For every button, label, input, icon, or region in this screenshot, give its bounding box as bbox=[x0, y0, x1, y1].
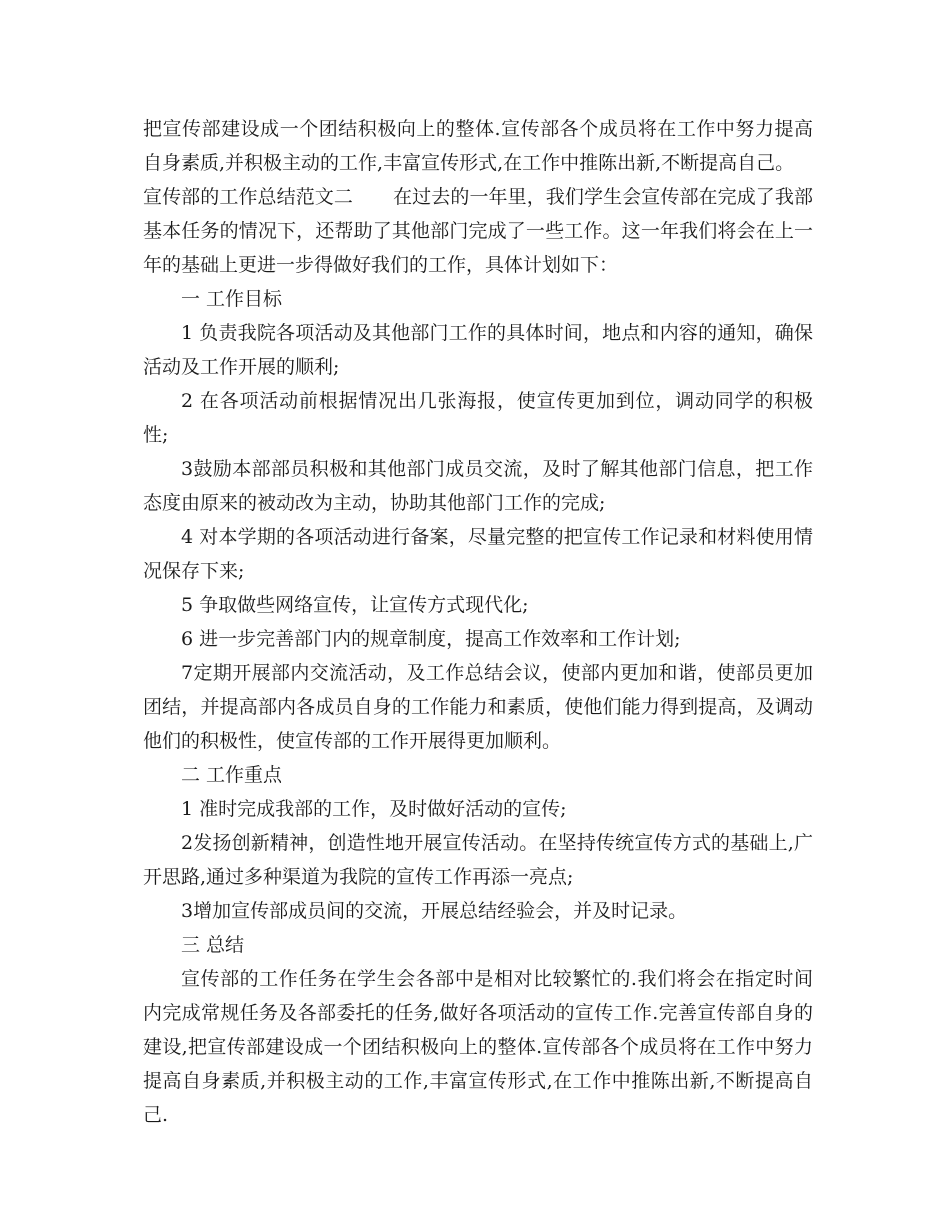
goal-item-3: 3鼓励本部部员积极和其他部门成员交流，及时了解其他部门信息，把工作态度由原来的被动改为主动，协助其他部门工作的完成; bbox=[143, 458, 813, 514]
heading-work-focus: 二 工作重点 bbox=[181, 764, 283, 786]
focus-item-3: 3增加宣传部成员间的交流，开展总结经验会，并及时记录。 bbox=[181, 900, 688, 922]
section-title: 宣传部的工作总结范文二 bbox=[143, 186, 353, 208]
paragraph-intro bbox=[143, 180, 813, 282]
goal-item-5: 5 争取做些网络宣传，让宣传方式现代化; bbox=[181, 594, 529, 616]
focus-item-2: 2发扬创新精神，创造性地开展宣传活动。在坚持传统宣传方式的基础上,广开思路,通过多种渠道为我院的宣传工作再添一亮点; bbox=[143, 832, 813, 888]
paragraph-continuation: 把宣传部建设成一个团结积极向上的整体.宣传部各个成员将在工作中努力提高自身素质,并积极主动的工作,丰富宣传形式,在工作中推陈出新,不断提高自己。 bbox=[143, 118, 813, 174]
paragraph-intro-text: 在过去的一年里，我们学生会宣传部在完成了我部基本任务的情况下，还帮助了其他部门完成了一些工作。这一年我们将会在上一年的基础上更进一步得做好我们的工作，具体计划如下： bbox=[143, 186, 813, 276]
goal-item-1: 1 负责我院各项活动及其他部门工作的具体时间，地点和内容的通知，确保活动及工作开展的顺利; bbox=[143, 322, 813, 378]
focus-item-1: 1 准时完成我部的工作，及时做好活动的宣传; bbox=[181, 798, 567, 820]
heading-work-goals: 一 工作目标 bbox=[181, 288, 283, 310]
goal-item-6: 6 进一步完善部门内的规章制度，提高工作效率和工作计划; bbox=[181, 628, 681, 650]
document-body bbox=[143, 112, 813, 1132]
goal-item-7: 7定期开展部内交流活动，及工作总结会议，使部内更加和谐，使部员更加团结，并提高部内各成员自身的工作能力和素质，使他们能力得到提高，及调动他们的积极性，使宣传部的工作开展得更加顺利。 bbox=[143, 662, 813, 752]
summary-paragraph: 宣传部的工作任务在学生会各部中是相对比较繁忙的.我们将会在指定时间内完成常规任务及各部委托的任务,做好各项活动的宣传工作.完善宣传部自身的建设,把宣传部建设成一个团结积极向上的整体.宣传部各个成员将在工作中努力提高自身素质,并积极主动的工作,丰富宣传形式,在工作中推陈出新,不断提高自己. bbox=[143, 968, 813, 1126]
goal-item-4: 4 对本学期的各项活动进行备案，尽量完整的把宣传工作记录和材料使用情况保存下来; bbox=[143, 526, 813, 582]
heading-summary: 三 总结 bbox=[181, 934, 245, 956]
goal-item-2: 2 在各项活动前根据情况出几张海报，使宣传更加到位，调动同学的积极性; bbox=[143, 390, 813, 446]
